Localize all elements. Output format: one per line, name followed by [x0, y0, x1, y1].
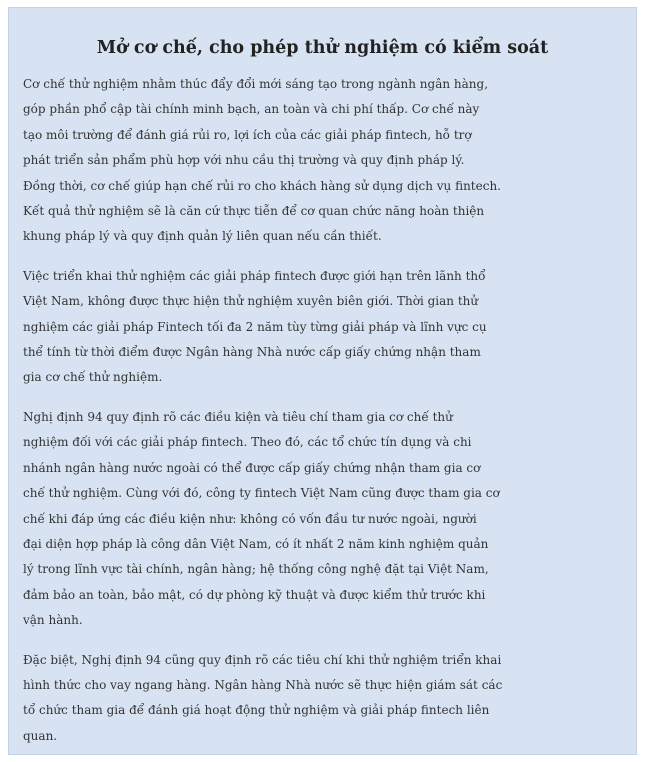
- text-line: Nghị định 94 quy định rõ các điều kiện và tiêu chí tham gia cơ chế thử: [23, 409, 453, 424]
- text-line: phát triển sản phẩm phù hợp với nhu cầu thị trường và quy định pháp lý.: [23, 153, 465, 168]
- text-line: Đồng thời, cơ chế giúp hạn chế rủi ro cho khách hàng sử dụng dịch vụ fintech.: [23, 178, 501, 193]
- text-line: hình thức cho vay ngang hàng. Ngân hàng Nhà nước sẽ thực hiện giám sát các: [23, 677, 503, 692]
- paragraph-1: [23, 72, 622, 250]
- box-body: [23, 72, 622, 749]
- text-line: khung pháp lý và quy định quản lý liên quan nếu cần thiết.: [23, 229, 382, 244]
- text-line: đại diện hợp pháp là công dân Việt Nam, có ít nhất 2 năm kinh nghiệm quản: [23, 536, 489, 551]
- text-line: quan.: [23, 728, 58, 743]
- text-line: tạo môi trường để đánh giá rủi ro, lợi ích của các giải pháp fintech, hỗ trợ: [23, 127, 472, 142]
- paragraph-2: [23, 264, 622, 391]
- text-line: chế khi đáp ứng các điều kiện như: không có vốn đầu tư nước ngoài, người: [23, 511, 477, 526]
- text-line: Cơ chế thử nghiệm nhằm thúc đẩy đổi mới sáng tạo trong ngành ngân hàng,: [23, 77, 489, 91]
- text-line: tổ chức tham gia để đánh giá hoạt động thử nghiệm và giải pháp fintech liên: [23, 703, 490, 718]
- text-line: Đặc biệt, Nghị định 94 cũng quy định rõ các tiêu chí khi thử nghiệm triển khai: [23, 652, 502, 667]
- text-line: nghiệm các giải pháp Fintech tối đa 2 năm tùy từng giải pháp và lĩnh vực cụ: [23, 319, 487, 334]
- text-line: lý trong lĩnh vực tài chính, ngân hàng; hệ thống công nghệ đặt tại Việt Nam,: [23, 562, 489, 577]
- paragraph-4: [23, 648, 622, 750]
- box-title: Mở cơ chế, cho phép thử nghiệm có kiểm soát: [96, 38, 549, 58]
- paragraph-3: [23, 405, 622, 634]
- text-line: gia cơ chế thử nghiệm.: [23, 370, 163, 385]
- text-line: Việc triển khai thử nghiệm các giải pháp fintech được giới hạn trên lãnh thổ: [23, 268, 486, 283]
- text-line: vận hành.: [23, 613, 83, 628]
- text-line: góp phần phổ cập tài chính minh bạch, an toàn và chi phí thấp. Cơ chế này: [23, 102, 480, 117]
- text-line: Kết quả thử nghiệm sẽ là căn cứ thực tiễn để cơ quan chức năng hoàn thiện: [23, 204, 485, 219]
- text-line: nhánh ngân hàng nước ngoài có thể được cấp giấy chứng nhận tham gia cơ: [23, 460, 481, 475]
- info-box: [8, 7, 637, 755]
- text-line: đảm bảo an toàn, bảo mật, có dự phòng kỹ thuật và được kiểm thử trước khi: [23, 587, 486, 602]
- text-line: Việt Nam, không được thực hiện thử nghiệm xuyên biên giới. Thời gian thử: [23, 294, 479, 309]
- text-line: chế thử nghiệm. Cùng với đó, công ty fintech Việt Nam cũng được tham gia cơ: [23, 486, 500, 501]
- text-line: thể tính từ thời điểm được Ngân hàng Nhà nước cấp giấy chứng nhận tham: [23, 345, 481, 360]
- text-line: nghiệm đối với các giải pháp fintech. Theo đó, các tổ chức tín dụng và chi: [23, 435, 472, 450]
